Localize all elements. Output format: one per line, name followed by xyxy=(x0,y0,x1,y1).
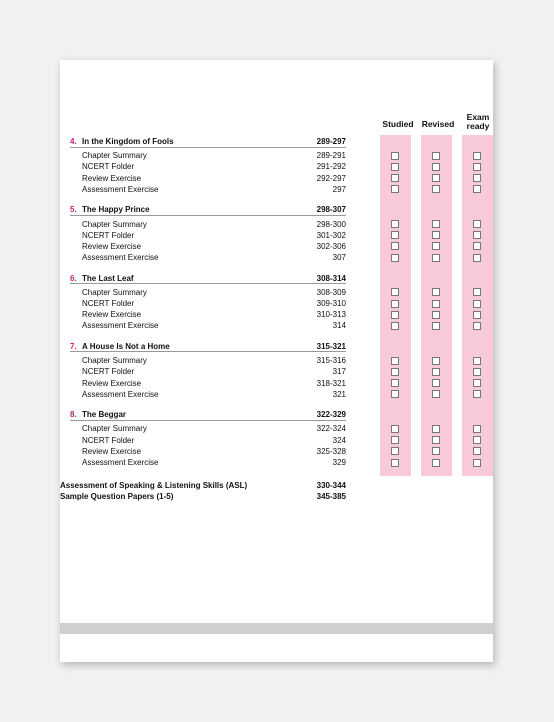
chapter-pages: 298-307 xyxy=(316,205,346,215)
chapter-number: 6. xyxy=(70,273,77,283)
contents-item-row xyxy=(60,446,360,457)
contents-item-row xyxy=(60,378,360,389)
contents-item-label: Chapter Summary xyxy=(82,151,147,161)
chapter-heading-row xyxy=(60,409,360,420)
contents-item-pages: 315-316 xyxy=(316,356,346,366)
contents-item-pages: 310-313 xyxy=(316,310,346,320)
exam-ready-checkbox[interactable] xyxy=(473,254,481,262)
chapter-pages: 308-314 xyxy=(316,273,346,283)
revised-checkbox[interactable] xyxy=(432,425,440,433)
contents-item-pages: 308-309 xyxy=(316,287,346,297)
contents-item-row xyxy=(60,241,360,252)
revised-checkbox[interactable] xyxy=(432,322,440,330)
extra-section-title: Sample Question Papers (1-5) xyxy=(60,491,174,501)
contents-item-pages: 302-306 xyxy=(316,241,346,251)
contents-item-label: NCERT Folder xyxy=(82,230,135,240)
studied-checkbox[interactable] xyxy=(391,379,399,387)
studied-checkbox[interactable] xyxy=(391,447,399,455)
revised-checkbox[interactable] xyxy=(432,288,440,296)
studied-checkbox[interactable] xyxy=(391,436,399,444)
studied-checkbox[interactable] xyxy=(391,322,399,330)
exam-ready-checkbox[interactable] xyxy=(473,242,481,250)
chapter-number: 7. xyxy=(70,341,77,351)
contents-item-pages: 307 xyxy=(332,253,346,263)
studied-checkbox[interactable] xyxy=(391,300,399,308)
contents-item-pages: 324 xyxy=(332,435,346,445)
studied-checkbox[interactable] xyxy=(391,425,399,433)
chapter-title: In the Kingdom of Fools xyxy=(82,137,174,146)
exam-ready-checkbox[interactable] xyxy=(473,357,481,365)
revised-checkbox[interactable] xyxy=(432,447,440,455)
exam-ready-checkbox[interactable] xyxy=(473,447,481,455)
contents-item-label: Assessment Exercise xyxy=(82,321,159,331)
column-header-exam-ready-line2: ready xyxy=(466,121,490,131)
revised-checkbox[interactable] xyxy=(432,436,440,444)
revised-checkbox[interactable] xyxy=(432,242,440,250)
contents-item-label: Review Exercise xyxy=(82,241,142,251)
revised-checkbox[interactable] xyxy=(432,220,440,228)
column-header-exam-ready xyxy=(460,113,496,131)
contents-item-label: Assessment Exercise xyxy=(82,184,159,194)
exam-ready-checkbox[interactable] xyxy=(473,459,481,467)
contents-item-pages: 309-310 xyxy=(316,299,346,308)
revised-checkbox[interactable] xyxy=(432,357,440,365)
chapter-divider xyxy=(70,147,346,148)
chapter-divider xyxy=(70,283,346,284)
chapter-heading-row xyxy=(60,136,360,147)
column-header-revised: Revised xyxy=(421,119,455,129)
exam-ready-checkbox[interactable] xyxy=(473,436,481,444)
contents-page xyxy=(60,60,493,662)
contents-item-row xyxy=(60,366,360,377)
revised-checkbox[interactable] xyxy=(432,185,440,193)
exam-ready-checkbox[interactable] xyxy=(473,152,481,160)
contents-item-label: Assessment Exercise xyxy=(82,389,159,399)
studied-checkbox[interactable] xyxy=(391,368,399,376)
contents-item-label: NCERT Folder xyxy=(82,162,135,172)
exam-ready-checkbox[interactable] xyxy=(473,288,481,296)
revised-checkbox[interactable] xyxy=(432,163,440,171)
chapter-title: The Beggar xyxy=(82,410,127,420)
studied-checkbox[interactable] xyxy=(391,288,399,296)
contents-item-pages: 289-291 xyxy=(316,151,346,161)
revised-checkbox[interactable] xyxy=(432,368,440,376)
column-header-exam-ready-line1: Exam xyxy=(466,112,490,122)
exam-ready-checkbox[interactable] xyxy=(473,311,481,319)
revised-checkbox[interactable] xyxy=(432,390,440,398)
contents-item-row xyxy=(60,389,360,400)
chapter-number: 4. xyxy=(70,137,77,146)
contents-item-label: Assessment Exercise xyxy=(82,458,159,467)
revised-checkbox[interactable] xyxy=(432,459,440,467)
exam-ready-checkbox[interactable] xyxy=(473,163,481,171)
revised-checkbox[interactable] xyxy=(432,379,440,387)
page-footer-band xyxy=(60,623,493,634)
contents-item-row xyxy=(60,173,360,184)
chapter-title: The Last Leaf xyxy=(82,273,134,283)
chapter-title: The Happy Prince xyxy=(82,205,150,215)
contents-item-label: Chapter Summary xyxy=(82,424,147,434)
studied-checkbox[interactable] xyxy=(391,459,399,467)
chapter-divider xyxy=(70,420,346,421)
chapter-divider xyxy=(70,215,346,216)
contents-item-label: NCERT Folder xyxy=(82,435,135,445)
studied-checkbox[interactable] xyxy=(391,254,399,262)
extra-section-pages: 345-385 xyxy=(316,491,346,501)
studied-checkbox[interactable] xyxy=(391,163,399,171)
contents-item-row xyxy=(60,320,360,331)
studied-checkbox[interactable] xyxy=(391,174,399,182)
studied-checkbox[interactable] xyxy=(391,242,399,250)
studied-checkbox[interactable] xyxy=(391,357,399,365)
contents-item-row xyxy=(60,457,360,468)
chapter-title: A House Is Not a Home xyxy=(82,341,170,351)
exam-ready-checkbox[interactable] xyxy=(473,390,481,398)
chapter-heading-row xyxy=(60,273,360,284)
revised-checkbox[interactable] xyxy=(432,254,440,262)
contents-item-label: Review Exercise xyxy=(82,446,142,456)
contents-item-pages: 322-324 xyxy=(316,424,346,434)
exam-ready-checkbox[interactable] xyxy=(473,174,481,182)
exam-ready-checkbox[interactable] xyxy=(473,368,481,376)
contents-item-pages: 329 xyxy=(332,458,346,467)
contents-item-row xyxy=(60,309,360,320)
contents-item-row xyxy=(60,423,360,434)
extra-section-title: Assessment of Speaking & Listening Skills (ASL) xyxy=(60,480,248,490)
studied-checkbox[interactable] xyxy=(391,231,399,239)
contents-item-pages: 301-302 xyxy=(316,230,346,240)
exam-ready-checkbox[interactable] xyxy=(473,300,481,308)
chapter-heading-row xyxy=(60,341,360,352)
exam-ready-checkbox[interactable] xyxy=(473,322,481,330)
chapter-number: 8. xyxy=(70,410,77,420)
studied-checkbox[interactable] xyxy=(391,185,399,193)
contents-item-pages: 314 xyxy=(332,321,346,331)
contents-item-label: NCERT Folder xyxy=(82,367,135,377)
contents-item-row xyxy=(60,287,360,298)
chapter-divider xyxy=(70,351,346,352)
contents-item-row xyxy=(60,435,360,446)
revised-checkbox[interactable] xyxy=(432,231,440,239)
contents-item-label: NCERT Folder xyxy=(82,299,135,308)
contents-item-pages: 297 xyxy=(332,184,346,194)
revised-checkbox[interactable] xyxy=(432,311,440,319)
extra-section-row xyxy=(60,491,360,502)
contents-item-pages: 298-300 xyxy=(316,219,346,229)
contents-item-row xyxy=(60,184,360,195)
exam-ready-checkbox[interactable] xyxy=(473,220,481,228)
chapter-heading-row xyxy=(60,204,360,215)
contents-item-label: Review Exercise xyxy=(82,173,142,183)
extra-section-pages: 330-344 xyxy=(316,480,346,490)
contents-item-label: Chapter Summary xyxy=(82,219,147,229)
revised-checkbox[interactable] xyxy=(432,152,440,160)
contents-item-row xyxy=(60,219,360,230)
revised-checkbox[interactable] xyxy=(432,174,440,182)
column-header-studied: Studied xyxy=(382,119,414,129)
chapter-pages: 289-297 xyxy=(316,137,346,146)
contents-item-label: Chapter Summary xyxy=(82,287,147,297)
contents-item-pages: 325-328 xyxy=(316,446,346,456)
extra-section-row xyxy=(60,480,360,491)
revised-checkbox[interactable] xyxy=(432,300,440,308)
studied-checkbox[interactable] xyxy=(391,390,399,398)
exam-ready-checkbox[interactable] xyxy=(473,379,481,387)
studied-checkbox[interactable] xyxy=(391,311,399,319)
chapter-pages: 315-321 xyxy=(316,341,346,351)
contents-item-row xyxy=(60,150,360,161)
chapter-number: 5. xyxy=(70,205,77,215)
contents-item-label: Review Exercise xyxy=(82,378,142,388)
contents-item-pages: 317 xyxy=(332,367,346,377)
contents-item-pages: 291-292 xyxy=(316,162,346,172)
contents-item-label: Assessment Exercise xyxy=(82,253,159,263)
contents-item-row xyxy=(60,230,360,241)
exam-ready-checkbox[interactable] xyxy=(473,231,481,239)
chapter-pages: 322-329 xyxy=(316,410,346,420)
contents-item-row xyxy=(60,161,360,172)
contents-item-label: Review Exercise xyxy=(82,310,142,320)
contents-item-label: Chapter Summary xyxy=(82,356,147,366)
studied-checkbox[interactable] xyxy=(391,220,399,228)
exam-ready-checkbox[interactable] xyxy=(473,425,481,433)
contents-item-row xyxy=(60,252,360,263)
contents-item-pages: 321 xyxy=(332,389,346,399)
contents-item-row xyxy=(60,355,360,366)
contents-item-pages: 318-321 xyxy=(316,378,346,388)
exam-ready-checkbox[interactable] xyxy=(473,185,481,193)
contents-item-pages: 292-297 xyxy=(316,173,346,183)
contents-item-row xyxy=(60,298,360,309)
studied-checkbox[interactable] xyxy=(391,152,399,160)
